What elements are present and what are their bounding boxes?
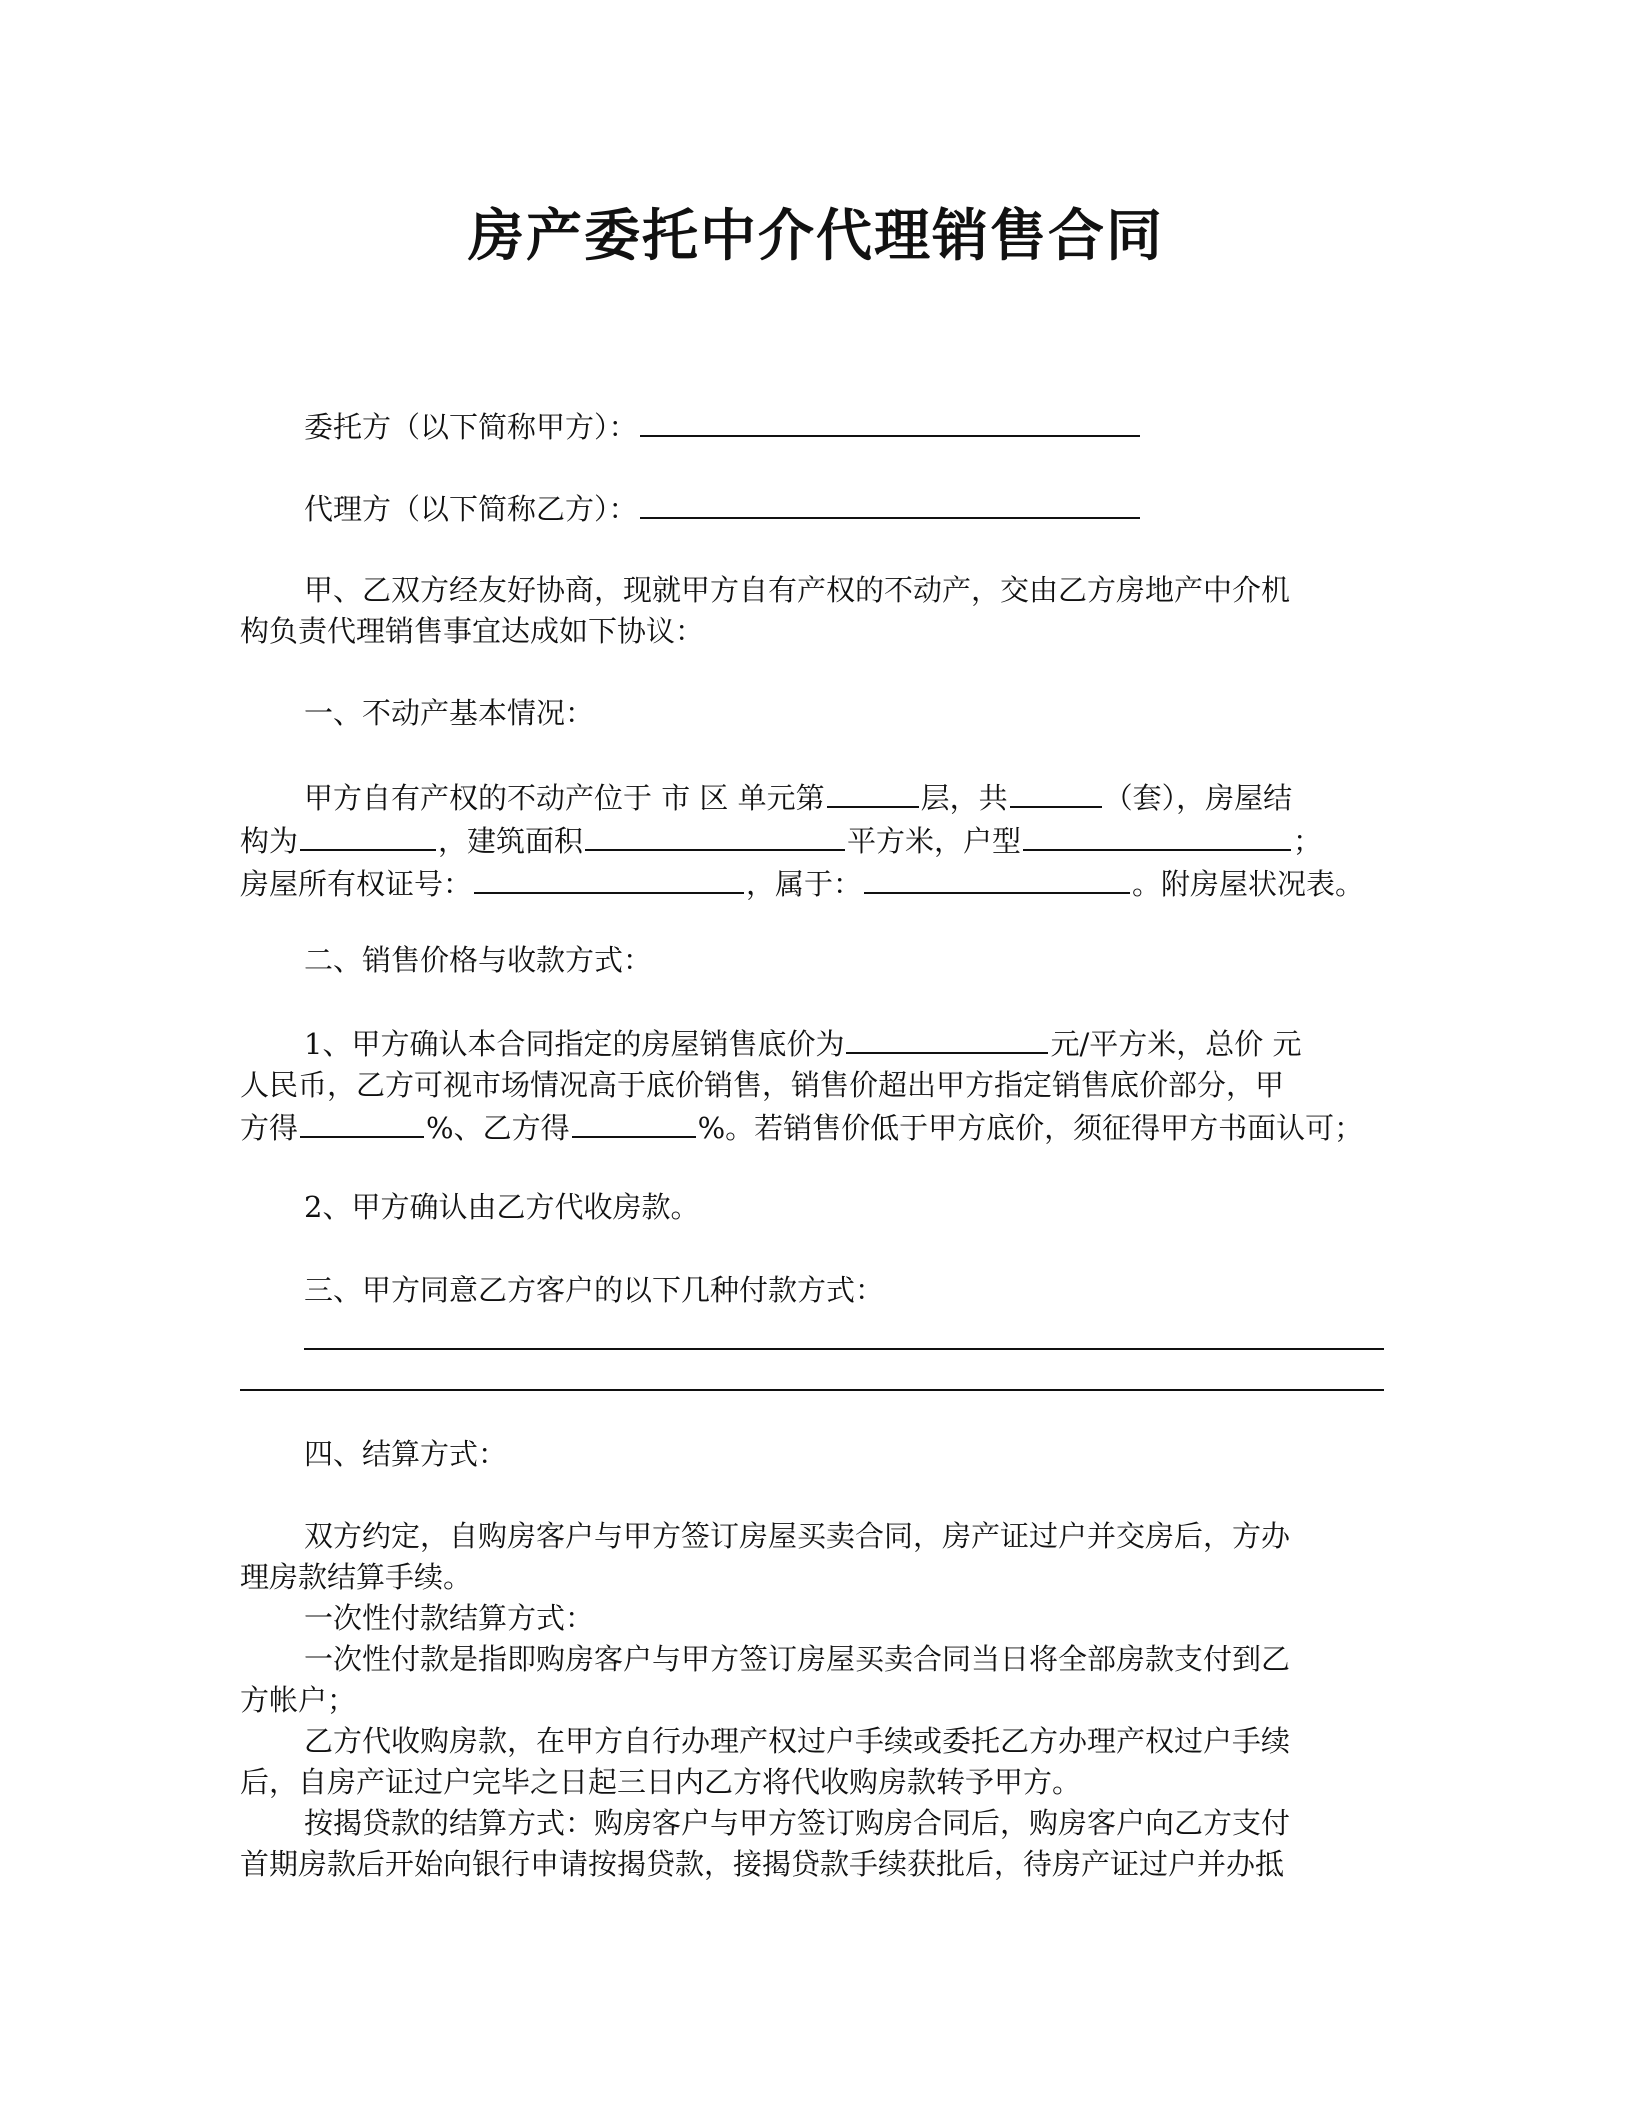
s1-text-b: 层，共 bbox=[920, 781, 1008, 815]
s2-text-c: 人民币，乙方可视市场情况高于底价销售，销售价超出甲方指定销售底价部分，甲 bbox=[240, 1068, 1285, 1102]
intro-paragraph bbox=[240, 570, 1384, 652]
section-2-item-2 bbox=[240, 1187, 1384, 1228]
section-3-heading-block bbox=[240, 1270, 1384, 1311]
intro-line-2: 构负责代理销售事宜达成如下协议： bbox=[240, 614, 705, 648]
section-1-heading-block bbox=[240, 693, 1384, 734]
floor-blank bbox=[827, 776, 919, 808]
section-1-paragraph bbox=[240, 776, 1384, 905]
section-2-heading-block bbox=[240, 940, 1384, 981]
party-a-label: 委托方（以下简称甲方）： bbox=[304, 410, 638, 444]
area-blank bbox=[585, 819, 845, 851]
payment-methods-blank-1 bbox=[304, 1348, 1384, 1350]
document-title: 房产委托中介代理销售合同 bbox=[468, 204, 1164, 269]
section-2-heading: 二、销售价格与收款方式： bbox=[304, 943, 653, 977]
party-b-line bbox=[240, 487, 1384, 530]
party-b-label: 代理方（以下简称乙方）： bbox=[304, 492, 638, 526]
section-4-heading: 四、结算方式： bbox=[304, 1437, 508, 1471]
s1-text-h: 房屋所有权证号： bbox=[240, 867, 473, 901]
s1-text-i: ，属于： bbox=[746, 867, 863, 901]
party-a-share-blank bbox=[300, 1106, 424, 1138]
s4-p3-line-2: 方帐户； bbox=[240, 1683, 357, 1717]
s1-text-a: 甲方自有产权的不动产位于 市 区 单元第 bbox=[304, 781, 825, 815]
certificate-blank bbox=[474, 862, 744, 894]
units-blank bbox=[1010, 776, 1102, 808]
base-price-blank bbox=[846, 1022, 1048, 1054]
payment-methods-blank-2 bbox=[240, 1389, 1384, 1391]
s4-p3-line-1: 一次性付款是指即购房客户与甲方签订房屋买卖合同当日将全部房款支付到乙 bbox=[304, 1642, 1291, 1676]
s4-p5-line-1: 按揭贷款的结算方式：购房客户与甲方签订购房合同后，购房客户向乙方支付 bbox=[304, 1806, 1291, 1840]
intro-line-1: 甲、乙双方经友好协商，现就甲方自有产权的不动产，交由乙方房地产中介机 bbox=[304, 573, 1291, 607]
s2-text-f: %。若销售价低于甲方底价，须征得甲方书面认可； bbox=[697, 1111, 1364, 1145]
s4-p4-line-2: 后，自房产证过户完毕之日起三日内乙方将代收购房款转予甲方。 bbox=[240, 1765, 1082, 1799]
s4-p2-line: 一次性付款结算方式： bbox=[304, 1601, 595, 1635]
s4-p4-line-1: 乙方代收购房款，在甲方自行办理产权过户手续或委托乙方办理产权过户手续 bbox=[304, 1724, 1291, 1758]
s1-text-f: 平方米，户型 bbox=[847, 824, 1022, 858]
layout-blank bbox=[1023, 819, 1291, 851]
section-3-heading: 三、甲方同意乙方客户的以下几种付款方式： bbox=[304, 1273, 885, 1307]
s1-text-e: ，建筑面积 bbox=[438, 824, 584, 858]
section-1-heading: 一、不动产基本情况： bbox=[304, 696, 595, 730]
s1-text-g: ； bbox=[1293, 824, 1323, 858]
s4-p5-line-2: 首期房款后开始向银行申请按揭贷款，接揭贷款手续获批后，待房产证过户并办抵 bbox=[240, 1847, 1285, 1881]
s2-text-e: %、乙方得 bbox=[426, 1111, 570, 1145]
s1-text-j: 。附房屋状况表。 bbox=[1132, 867, 1365, 901]
party-a-blank bbox=[640, 405, 1140, 437]
section-2-item-1 bbox=[240, 1022, 1384, 1149]
s2-text-d: 方得 bbox=[240, 1111, 299, 1145]
party-a-line bbox=[240, 405, 1384, 448]
s4-p1-line-2: 理房款结算手续。 bbox=[240, 1560, 473, 1594]
s4-p1-line-1: 双方约定，自购房客户与甲方签订房屋买卖合同，房产证过户并交房后，方办 bbox=[304, 1519, 1291, 1553]
s2-text-a: 1、甲方确认本合同指定的房屋销售底价为 bbox=[304, 1027, 845, 1061]
party-b-blank bbox=[640, 487, 1140, 519]
structure-blank bbox=[300, 819, 436, 851]
s1-text-d: 构为 bbox=[240, 824, 299, 858]
s2-item-2-text: 2、甲方确认由乙方代收房款。 bbox=[304, 1190, 700, 1224]
owner-blank bbox=[864, 862, 1130, 894]
s1-text-c: （套），房屋结 bbox=[1103, 781, 1293, 815]
party-b-share-blank bbox=[572, 1106, 696, 1138]
section-4-body bbox=[240, 1516, 1384, 1885]
s2-text-b: 元/平方米，总价 元 bbox=[1050, 1027, 1302, 1061]
section-4-heading-block bbox=[240, 1434, 1384, 1475]
